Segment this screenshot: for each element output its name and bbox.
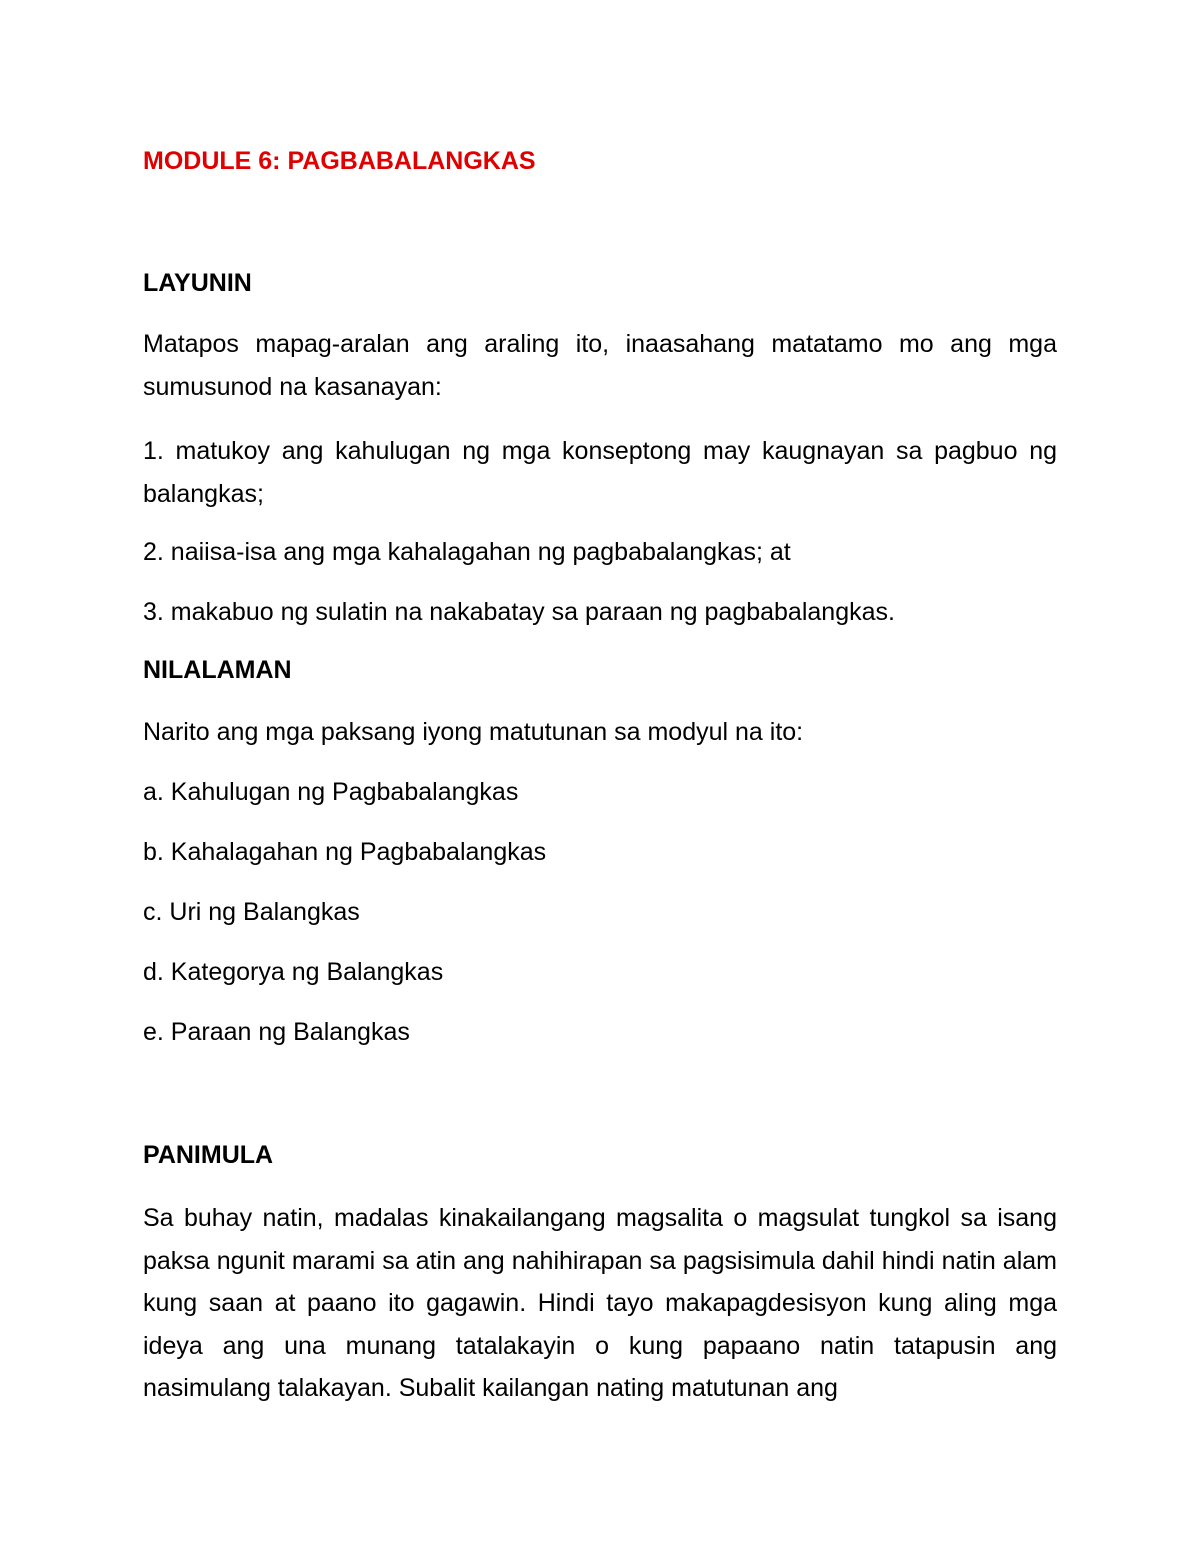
objective-item: 2. naiisa-isa ang mga kahalagahan ng pagbabalangkas; at xyxy=(143,538,791,566)
topic-item: d. Kategorya ng Balangkas xyxy=(143,958,444,986)
topic-item: a. Kahulugan ng Pagbabalangkas xyxy=(143,778,519,806)
objective-item: 3. makabuo ng sulatin na nakabatay sa paraan ng pagbabalangkas. xyxy=(143,598,895,626)
topic-item: c. Uri ng Balangkas xyxy=(143,898,360,926)
nilalaman-heading: NILALAMAN xyxy=(143,656,292,684)
module-title: MODULE 6: PAGBABALANGKAS xyxy=(143,147,536,175)
layunin-heading: LAYUNIN xyxy=(143,269,252,297)
layunin-intro: Matapos mapag-aralan ang araling ito, inaasahang matatamo mo ang mga sumusunod na kasanayan: xyxy=(143,330,1057,401)
objective-item: 1. matukoy ang kahulugan ng mga konseptong may kaugnayan sa pagbuo ng balangkas; xyxy=(143,437,1057,508)
topic-item: b. Kahalagahan ng Pagbabalangkas xyxy=(143,838,547,866)
nilalaman-intro: Narito ang mga paksang iyong matutunan sa modyul na ito: xyxy=(143,718,804,746)
panimula-paragraph: Sa buhay natin, madalas kinakailangang magsalita o magsulat tungkol sa isang paksa ngunit marami sa atin ang nahihirapan sa pagsisimula dahil hindi natin alam kung saan at paano ito gagawin. Hindi tayo makapagdesisyon kung aling mga ideya ang una munang tatalakayin o kung papaano natin tatapusin ang nasimulang talakayan. Subalit kailangan nating matutunan ang xyxy=(143,1204,1057,1402)
topic-item: e. Paraan ng Balangkas xyxy=(143,1018,410,1046)
panimula-heading: PANIMULA xyxy=(143,1141,274,1169)
